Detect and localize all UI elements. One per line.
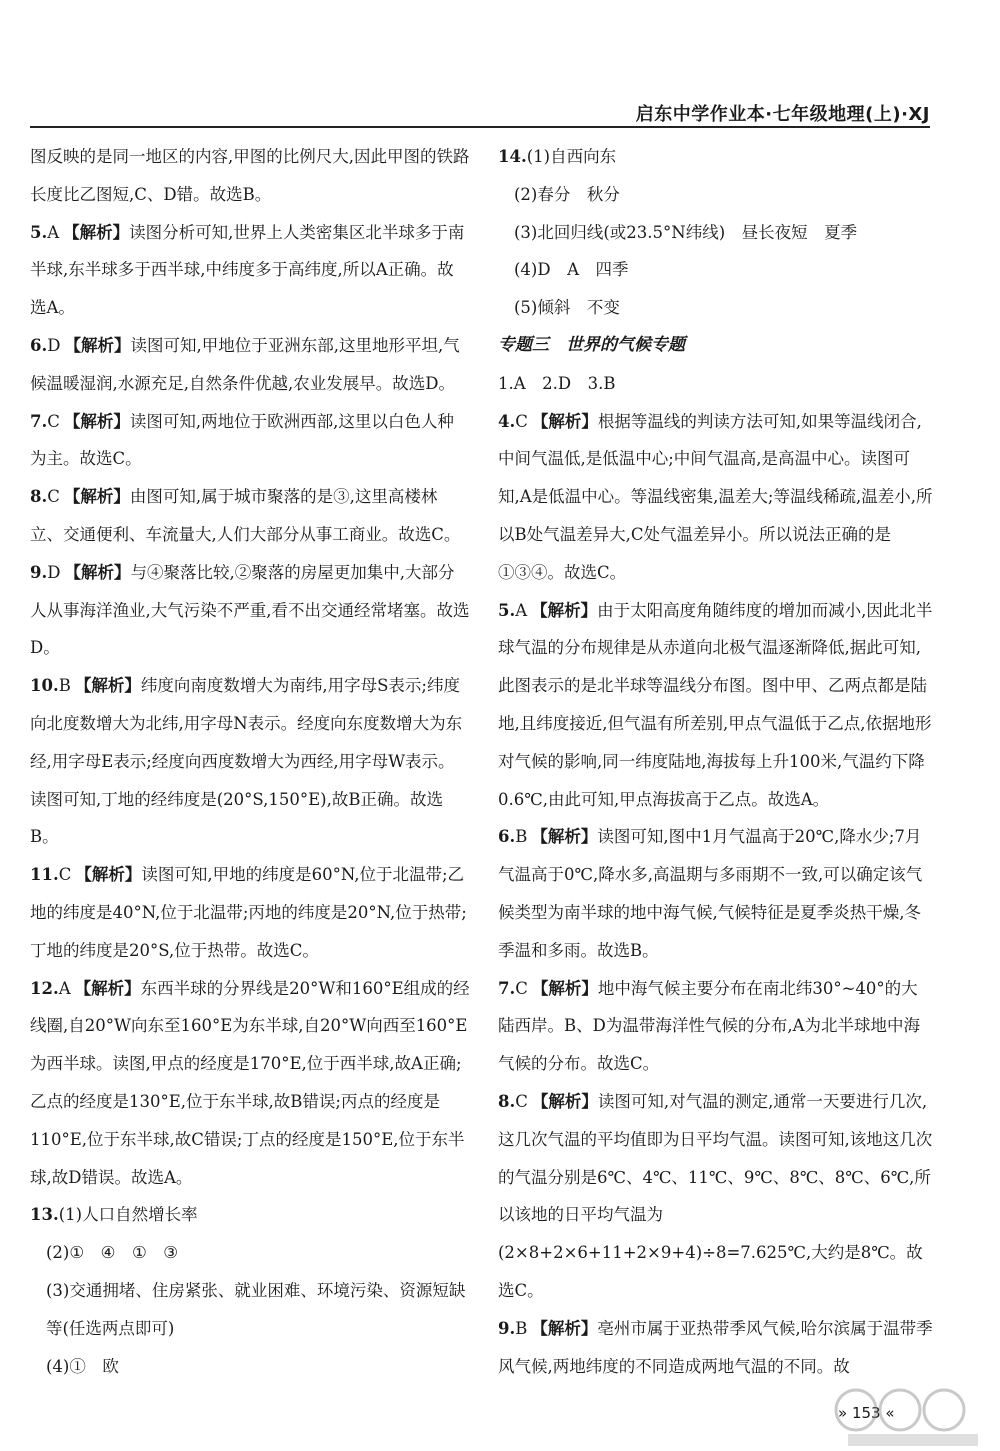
analysis-tag: 【解析】 [531,978,598,998]
item-number: 9. [498,1318,516,1338]
item-number: 4. [498,411,516,431]
item-answer: C [515,1091,528,1111]
header-title: 启东中学作业本·七年级地理(上)·XJ [635,104,930,125]
analysis-text: 与④聚落比较,②聚落的房屋更加集中,大部分人从事海洋渔业,大气污染不严重,看不出交通经常堵塞。故选D。 [30,562,470,658]
item-number: 14. [498,147,527,166]
item-number: 11. [30,865,59,885]
right-column [498,138,934,1385]
item-answer: B [58,676,71,696]
question-14 [498,138,934,176]
item-number: 8. [30,487,48,507]
item-number: 6. [30,335,48,355]
item-number: 9. [30,562,48,582]
watermark-logo [828,1386,996,1448]
analysis-tag: 【解析】 [64,562,131,582]
answer-item [30,970,470,1197]
item-number: 8. [498,1091,516,1111]
item-answer: C [515,978,528,998]
answer-item [30,478,470,554]
q14-part-4: (4)D A 四季 [514,260,629,280]
analysis-tag: 【解析】 [63,222,130,242]
analysis-text: 根据等温线的判读方法可知,如果等温线闭合,中间气温低,是低温中心;中间气温高,是高温中心。读图可知,A是低温中心。等温线密集,温差大;等温线稀疏,温差小,所以B处气温差异大,C处气温差异小。所以说法正确的是①③④。故选C。 [498,411,933,582]
item-number: 10. [30,676,59,696]
analysis-text: 东西半球的分界线是20°W和160°E组成的经线圈,自20°W向东至160°E为东半球,自20°W向西至160°E为西半球。读图,甲点的经度是170°E,位于西半球,故A正确;乙点的经度是130°E,位于东半球,故B错误;丙点的经度是110°E,位于东半球,故C错误;丁点的经度是150°E,位于东半球,故D错误。故选A。 [30,978,470,1187]
analysis-text: 亳州市属于亚热带季风气候,哈尔滨属于温带季风气候,两地纬度的不同造成两地气温的不同。故 [498,1318,933,1376]
answer-item [30,554,470,667]
q14-part-5: (5)倾斜 不变 [514,298,620,318]
analysis-text: 读图可知,两地位于欧洲西部,这里以白色人种为主。故选C。 [30,411,454,469]
analysis-tag: 【解析】 [531,1318,598,1338]
answer-item [30,856,470,969]
page-header [30,98,930,128]
item-number: 13. [30,1205,59,1225]
quick-answers: 1.A 2.D 3.B [498,373,616,393]
item-answer: C [47,411,60,431]
q14-part-2: (2)春分 秋分 [514,184,620,204]
q13-part-1: (1)人口自然增长率 [58,1205,198,1225]
analysis-tag: 【解析】 [63,411,130,431]
item-number: 5. [30,222,48,242]
q14-part-1: (1)自西向东 [526,147,617,166]
answer-item [30,327,470,403]
q13-part-4: (4)① 欧 [46,1356,119,1376]
intro-paragraph: 图反映的是同一地区的内容,甲图的比例尺大,因此甲图的铁路长度比乙图短,C、D错。故选B。 [30,147,470,204]
analysis-tag: 【解析】 [75,865,142,885]
analysis-text: 读图可知,图中1月气温高于20℃,降水少;7月气温高于0℃,降水多,高温期与多雨期不一致,可以确定该气候类型为南半球的地中海气候,气候特征是夏季炎热干燥,冬季温和多雨。故选B。 [498,827,923,960]
answer-item [30,667,470,856]
left-column [30,138,470,1385]
analysis-text: 读图可知,对气温的测定,通常一天要进行几次,这几次气温的平均值即为日平均气温。读图可知,该地这几次的气温分别是6℃、4℃、11℃、9℃、8℃、8℃、6℃,所以该地的日平均气温为(2×8+2×6+11+2×9+4)÷8=7.625℃,大约是8℃。故选C。 [498,1091,933,1300]
analysis-tag: 【解析】 [531,827,598,847]
analysis-tag: 【解析】 [74,676,141,696]
answer-item [498,1083,934,1310]
item-answer: D [47,335,61,355]
answer-item [498,970,934,1083]
analysis-text: 由于太阳高度角随纬度的增加而减小,因此北半球气温的分布规律是从赤道向北极气温逐渐降低,据此可知,此图表示的是北半球等温线分布图。图中甲、乙两点都是陆地,且纬度接近,但气温有所差别,甲点气温低于乙点,依据地形对气候的影响,同一纬度陆地,海拔每上升100米,气温约下降0.6℃,由此可知,甲点海拔高于乙点。故选A。 [498,600,933,809]
item-answer: C [58,865,72,885]
item-answer: A [515,600,528,620]
answer-item [498,1310,934,1386]
analysis-tag: 【解析】 [531,411,598,431]
item-number: 7. [498,978,516,998]
analysis-text: 由图可知,属于城市聚落的是③,这里高楼林立、交通便利、车流量大,人们大部分从事工商业。故选C。 [30,487,461,544]
item-answer: C [515,411,528,431]
item-number: 7. [30,411,48,431]
analysis-text: 读图分析可知,世界上人类密集区北半球多于南半球,东半球多于西半球,中纬度多于高纬度,所以A正确。故选A。 [30,222,465,318]
analysis-text: 读图可知,甲地的纬度是60°N,位于北温带;乙地的纬度是40°N,位于北温带;丙地的纬度是20°N,位于热带;丁地的纬度是20°S,位于热带。故选C。 [30,865,467,960]
q13-part-2: (2)① ④ ① ③ [46,1243,179,1263]
analysis-tag: 【解析】 [531,600,598,620]
item-answer: B [515,827,528,847]
analysis-text: 纬度向南度数增大为南纬,用字母S表示;纬度向北度数增大为北纬,用字母N表示。经度向东度数增大为东经,用字母E表示;经度向西度数增大为西经,用字母W表示。读图可知,丁地的经纬度是(20°S,150°E),故B正确。故选B。 [30,676,463,847]
item-number: 12. [30,978,59,998]
item-answer: D [47,562,61,582]
item-answer: A [47,222,60,242]
page-number: » 153 « [838,1404,895,1422]
analysis-text: 读图可知,甲地位于亚洲东部,这里地形平坦,气候温暖湿润,水源充足,自然条件优越,农业发展早。故选D。 [30,335,460,393]
analysis-tag: 【解析】 [63,487,130,507]
analysis-tag: 【解析】 [64,335,131,355]
item-number: 5. [498,600,516,620]
item-number: 6. [498,827,516,847]
answer-item [498,592,934,819]
answer-item [30,403,470,479]
q14-part-3: (3)北回归线(或23.5°N纬线) 昼长夜短 夏季 [514,222,858,242]
analysis-tag: 【解析】 [74,978,141,998]
answer-item [498,818,934,969]
question-13 [30,1196,470,1234]
item-answer: A [58,978,71,998]
item-answer: B [515,1318,528,1338]
answer-item [30,214,470,327]
item-answer: C [47,487,60,507]
answer-item [498,403,934,592]
analysis-tag: 【解析】 [531,1091,598,1111]
analysis-text: 地中海气候主要分布在南北纬30°~40°的大陆西岸。B、D为温带海洋性气候的分布,A为北半球地中海气候的分布。故选C。 [498,978,921,1074]
section-title: 专题三 世界的气候专题 [498,334,685,355]
q13-part-3: (3)交通拥堵、住房紧张、就业困难、环境污染、资源短缺等(任选两点即可) [46,1280,466,1338]
